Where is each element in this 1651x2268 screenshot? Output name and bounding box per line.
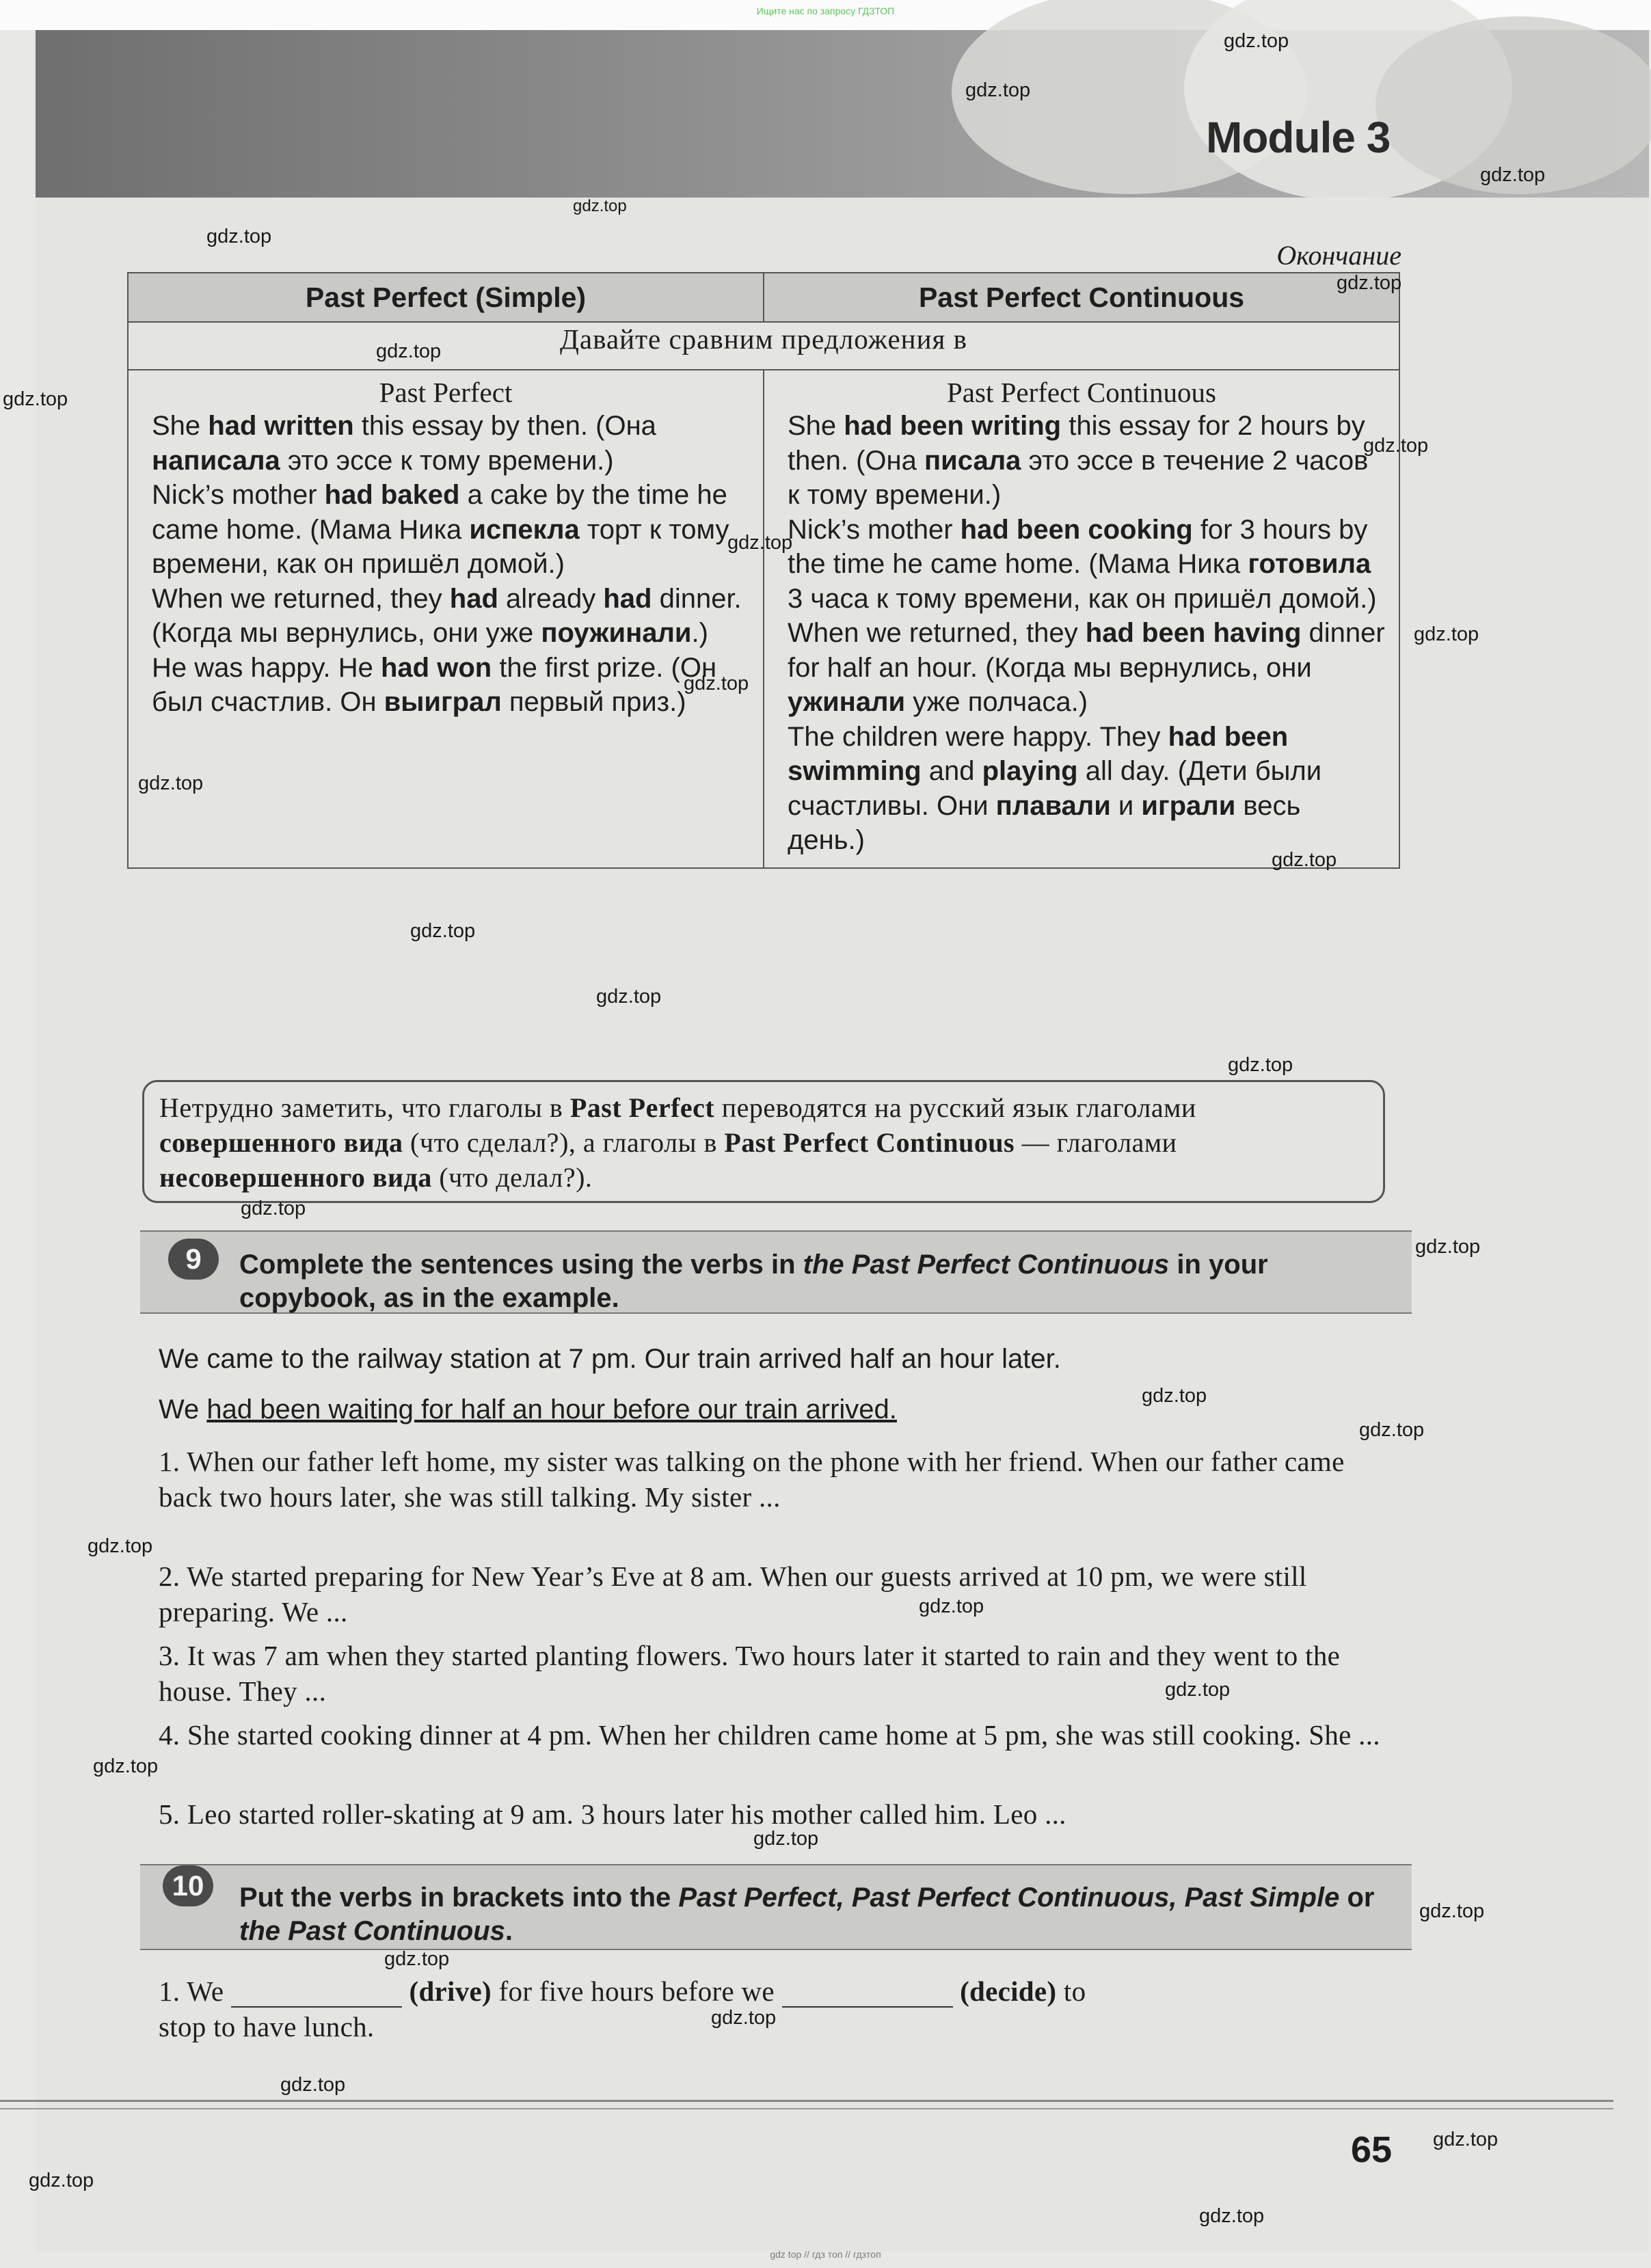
item-text: for five hours before we xyxy=(498,1975,775,2007)
exercise-item: 4. She started cooking dinner at 4 pm. When her children came home at 5 pm, she was still cooking. She ... xyxy=(159,1719,1380,1751)
watermark: gdz.top xyxy=(1414,623,1479,645)
watermark: gdz.top xyxy=(1228,1054,1293,1076)
watermark: gdz.top xyxy=(88,1535,153,1557)
exercise-item: 5. Leo started roller-skating at 9 am. 3 hours later his mother called him. Leo ... xyxy=(159,1798,1066,1830)
verb-hint: (decide) xyxy=(960,1975,1057,2007)
table-header-past-perfect: Past Perfect (Simple) xyxy=(128,273,764,322)
exercise-10-item-1 xyxy=(159,1974,1401,2044)
column-subheading: Past Perfect xyxy=(379,377,513,408)
watermark: gdz.top xyxy=(410,920,476,942)
table-cell-past-perfect xyxy=(128,370,764,868)
watermark: gdz.top xyxy=(753,1828,819,1850)
answer-blank[interactable] xyxy=(231,1982,402,2008)
watermark: gdz.top xyxy=(573,197,627,215)
watermark: gdz.top xyxy=(280,2074,346,2096)
exercise-item: 3. It was 7 am when they started planting flowers. Two hours later it started to rain and they went to the house. They ... xyxy=(159,1640,1341,1707)
past-perfect-examples: She had written this essay by then. (Она написала это эссе к тому времени.) Nick’s mother had baked a cake by the time he came home. (Мама Ника испекла торт к тому времени, как он пришёл домой.) When we returned, they had already had dinner. (Когда мы вернулись, они уже поужинали.) He was happy. He had won the first prize. (Он был счастлив. Он выиграл первый приз.) xyxy=(152,411,742,717)
header-band xyxy=(36,30,1649,198)
bottom-note: gdz top // гдз топ // гдзтоп xyxy=(770,2249,881,2260)
watermark: gdz.top xyxy=(138,772,204,794)
example-sentence: We came to the railway station at 7 pm. Our train arrived half an hour later. xyxy=(159,1344,1061,1374)
watermark: gdz.top xyxy=(1433,2129,1499,2150)
watermark: gdz.top xyxy=(206,226,272,247)
module-title: Module 3 xyxy=(1206,113,1391,162)
verb-hint: (drive) xyxy=(409,1975,492,2007)
watermark: gdz.top xyxy=(1142,1385,1207,1407)
item-text: stop to have lunch. xyxy=(159,2010,375,2042)
watermark: gdz.top xyxy=(1224,30,1289,52)
exercise-item: 1. When our father left home, my sister was talking on the phone with her friend. When our father came back two hours later, she was still talking. My sister ... xyxy=(159,1446,1345,1513)
watermark: gdz.top xyxy=(596,986,662,1008)
top-search-note: Ищите нас по запросу ГДЗТОП xyxy=(756,5,895,16)
watermark: gdz.top xyxy=(1480,164,1546,186)
watermark: gdz.top xyxy=(727,532,793,554)
watermark: gdz.top xyxy=(1415,1236,1481,1258)
example-answer-text: had been waiting for half an hour before our train arrived. xyxy=(206,1394,897,1425)
exercise-9-instructions: Complete the sentences using the verbs in the Past Perfect Continuous in your copybook, as in the example. xyxy=(239,1250,1268,1313)
answer-blank[interactable] xyxy=(782,1982,953,2008)
continuation-label: Окончание xyxy=(1276,240,1401,271)
example-answer xyxy=(159,1394,897,1425)
table-intro: Давайте сравним предложения в xyxy=(128,322,1399,370)
watermark: gdz.top xyxy=(684,673,749,694)
comparison-table xyxy=(127,272,1400,869)
table-header-past-perfect-continuous: Past Perfect Continuous xyxy=(764,273,1399,322)
watermark: gdz.top xyxy=(29,2170,94,2191)
watermark: gdz.top xyxy=(1199,2205,1265,2227)
watermark: gdz.top xyxy=(93,1755,159,1777)
watermark: gdz.top xyxy=(919,1595,984,1617)
footer-rule xyxy=(0,2100,1613,2102)
past-perfect-continuous-examples: She had been writing this essay for 2 hours by then. (Она писала это эссе в течение 2 часов к тому времени.) Nick’s mother had been cooking for 3 hours by the time he came home. (Мама Ника готовила 3 часа к тому времени, как он пришёл домой.) When we returned, they had been having dinner for half an hour. (Когда мы вернулись, они ужинали уже полчаса.) The children were happy. They had been swimming and playing all day. (Дети были счастливы. Они плавали и играли весь день.) xyxy=(788,411,1385,855)
page-number: 65 xyxy=(1351,2129,1393,2170)
exercise-number-badge: 10 xyxy=(163,1865,213,1906)
column-subheading: Past Perfect Continuous xyxy=(946,377,1217,408)
watermark: gdz.top xyxy=(3,388,68,410)
watermark: gdz.top xyxy=(1337,272,1402,294)
watermark: gdz.top xyxy=(711,2007,777,2029)
watermark: gdz.top xyxy=(965,79,1031,101)
exercise-number-badge: 9 xyxy=(168,1239,219,1280)
table-cell-past-perfect-continuous xyxy=(764,370,1399,868)
example-answer-prefix: We xyxy=(159,1394,207,1425)
watermark: gdz.top xyxy=(1272,849,1337,871)
watermark: gdz.top xyxy=(241,1198,306,1219)
grammar-note: Нетрудно заметить, что глаголы в Past Perfect переводятся на русский язык глаголами совершенного вида (что сделал?), а глаголы в Past Perfect Continuous — глаголами несовершенного вида (что делал?). xyxy=(142,1080,1385,1203)
item-text: 1. We xyxy=(159,1975,224,2007)
watermark: gdz.top xyxy=(1165,1679,1231,1701)
watermark: gdz.top xyxy=(384,1948,450,1970)
footer-rule xyxy=(0,2108,1613,2109)
watermark: gdz.top xyxy=(1419,1900,1485,1922)
exercise-item: 2. We started preparing for New Year’s Eve at 8 am. When our guests arrived at 10 pm, we were still preparing. We ... xyxy=(159,1561,1307,1628)
item-text: to xyxy=(1063,1975,1086,2007)
watermark: gdz.top xyxy=(1359,1419,1425,1441)
exercise-10-instructions: Put the verbs in brackets into the Past Perfect, Past Perfect Continuous, Past Simple or the Past Continuous. xyxy=(239,1882,1375,1946)
watermark: gdz.top xyxy=(1363,435,1429,457)
watermark: gdz.top xyxy=(376,340,442,362)
